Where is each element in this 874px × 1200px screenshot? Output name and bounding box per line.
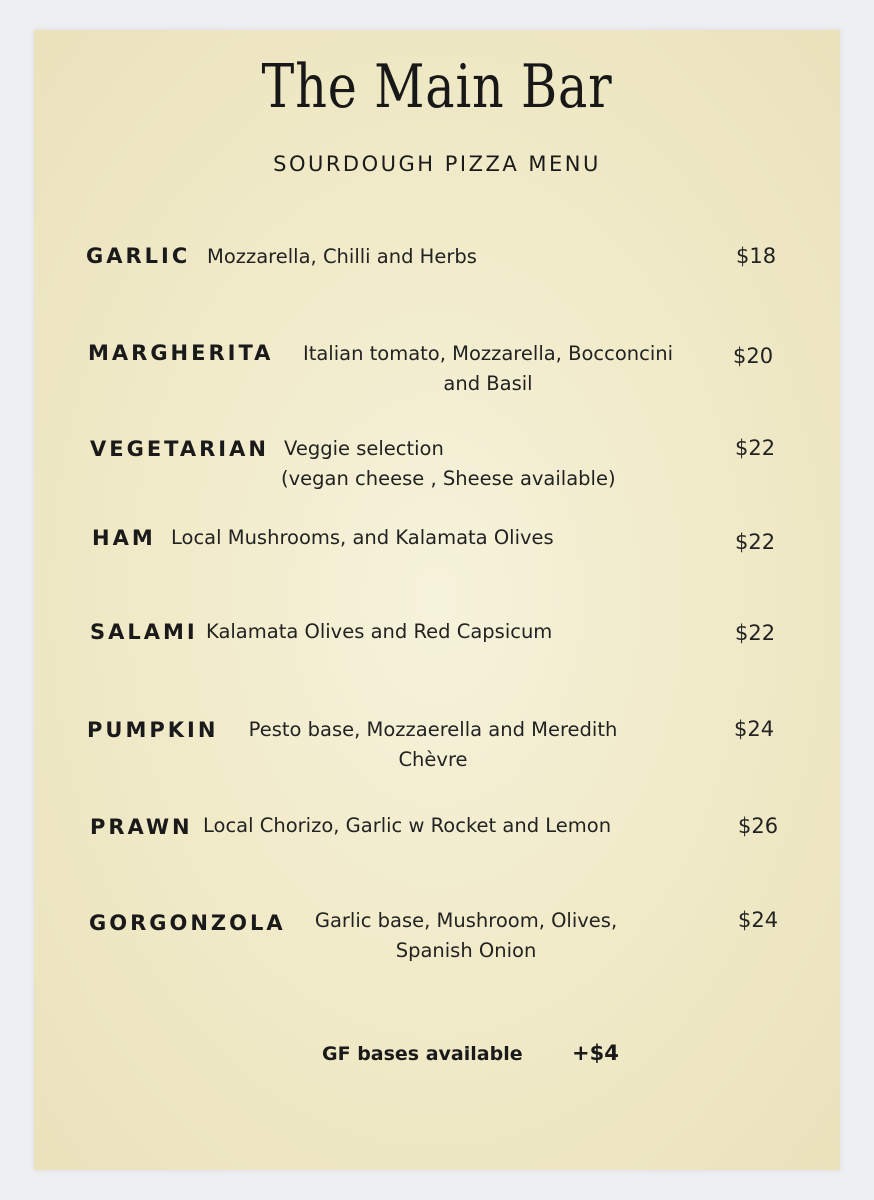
item-desc-line: Kalamata Olives and Red Capsicum [206,620,553,643]
item-desc-line: Mozzarella, Chilli and Herbs [207,245,477,268]
item-name-pumpkin: PUMPKIN [87,718,219,742]
item-desc-line: Garlic base, Mushroom, Olives, [314,909,618,932]
item-price-vegetarian: $22 [735,436,776,460]
item-desc-pumpkin [224,715,642,775]
menu-title: The Main Bar [261,52,613,122]
item-price-salami: $22 [735,621,776,645]
item-desc-garlic [207,242,477,272]
item-desc-line: Chèvre [398,748,468,771]
item-desc-line: Local Chorizo, Garlic w Rocket and Lemon [203,814,612,837]
item-desc-vegetarian [281,434,616,494]
menu-sheet [34,30,840,1170]
item-price-margherita: $20 [733,344,774,368]
item-price-ham: $22 [735,530,776,554]
item-name-gorgonzola: GORGONZOLA [89,911,286,935]
item-desc-line: (vegan cheese , Sheese available) [281,467,616,490]
item-price-gorgonzola: $24 [738,908,779,932]
item-name-prawn: PRAWN [90,815,193,839]
item-desc-prawn [203,811,611,841]
item-name-margherita: MARGHERITA [88,341,274,365]
item-name-garlic: GARLIC [86,244,191,268]
gf-bases-price: +$4 [572,1041,619,1065]
item-desc-gorgonzola [300,906,632,966]
item-desc-line: Local Mushrooms, and Kalamata Olives [171,526,554,549]
item-desc-line: and Basil [443,372,533,395]
item-desc-line: Spanish Onion [395,939,537,962]
item-desc-line: Italian tomato, Mozzarella, Bocconcini [302,342,674,365]
item-desc-ham [171,523,554,553]
item-desc-line: Pesto base, Mozzaerella and Meredith [248,718,618,741]
item-price-pumpkin: $24 [734,717,775,741]
gf-bases-label: GF bases available [322,1043,523,1065]
item-price-garlic: $18 [736,244,777,268]
item-desc-salami [206,617,552,647]
item-desc-line: Veggie selection [284,437,444,460]
item-name-vegetarian: VEGETARIAN [90,437,269,461]
item-name-salami: SALAMI [90,620,198,644]
item-name-ham: HAM [92,526,156,550]
item-price-prawn: $26 [738,814,779,838]
item-desc-margherita [283,339,693,399]
menu-subtitle: SOURDOUGH PIZZA MENU [273,152,601,176]
